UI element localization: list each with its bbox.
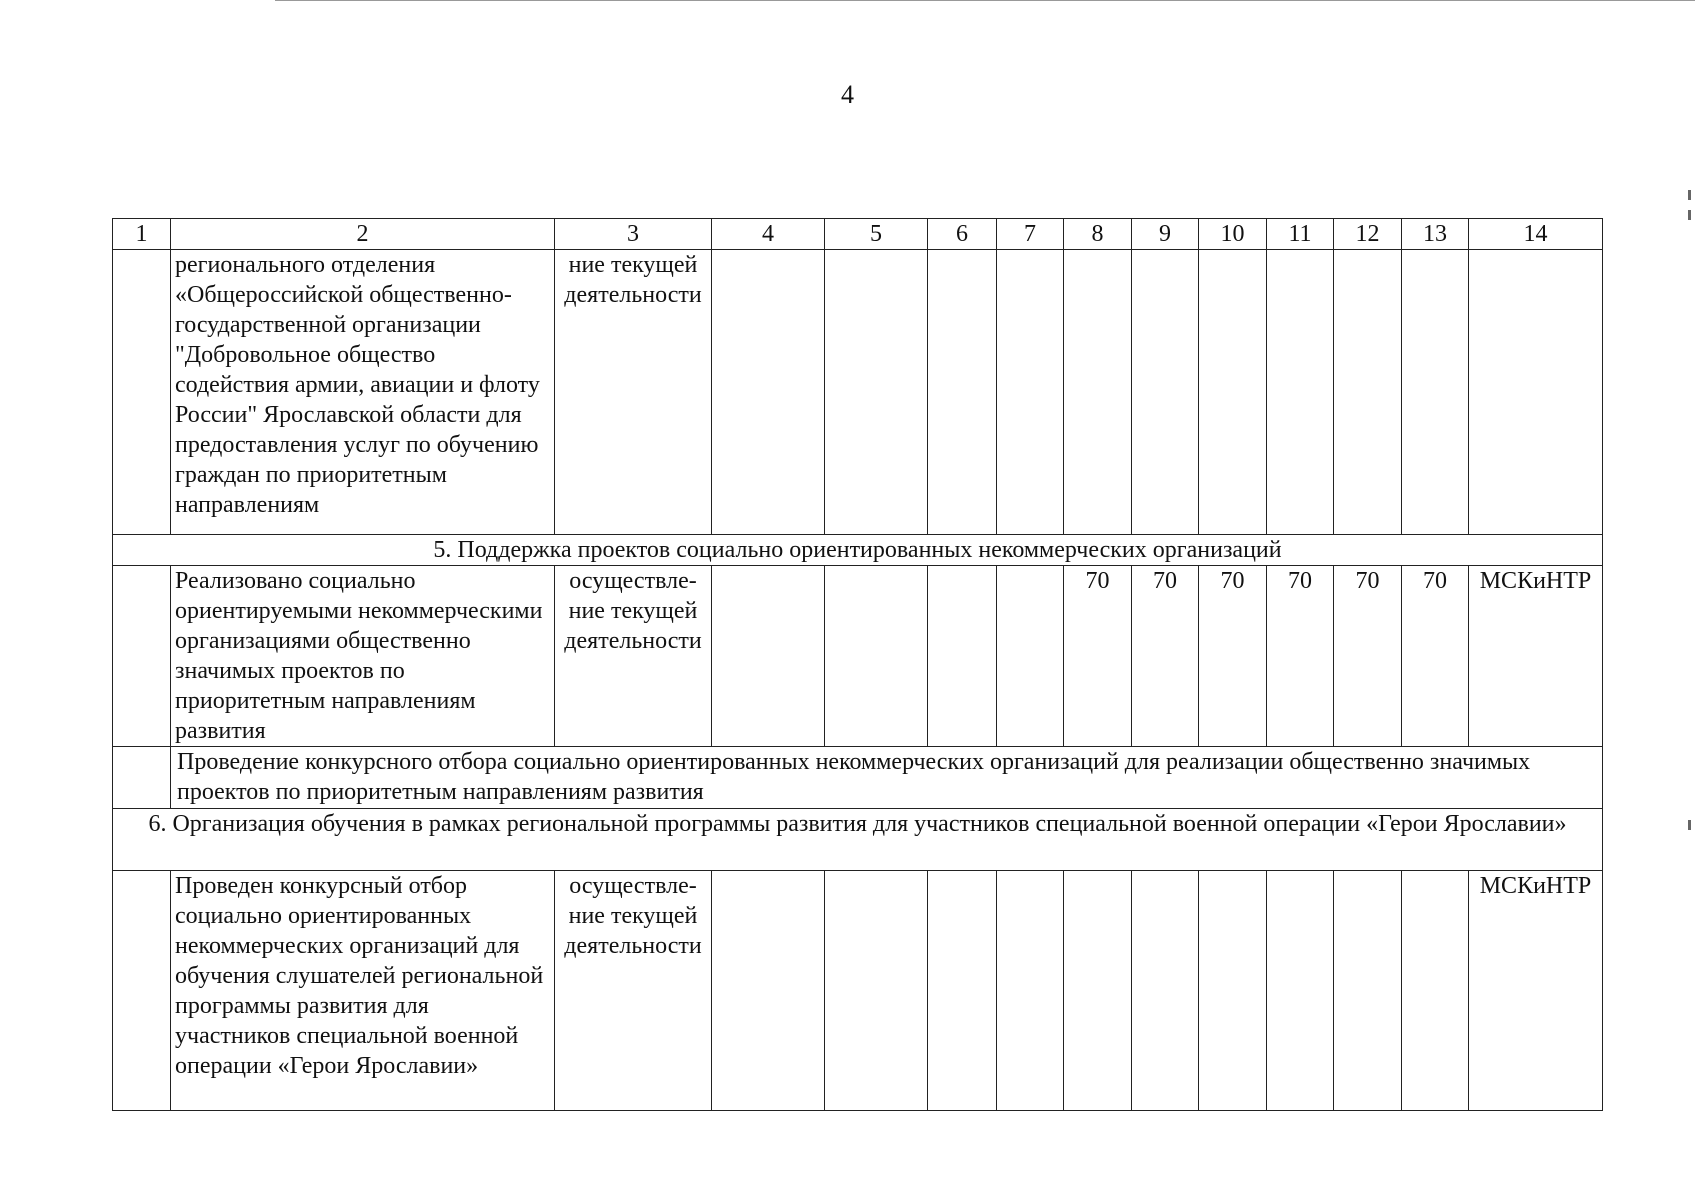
row-number-cell bbox=[113, 747, 171, 809]
value-cell bbox=[1132, 871, 1199, 1111]
table-row-heroes bbox=[113, 871, 1603, 1111]
value-cell bbox=[712, 566, 825, 747]
section-heading-row bbox=[113, 809, 1603, 871]
value-cell bbox=[997, 871, 1064, 1111]
scan-edge-mark bbox=[1688, 210, 1691, 220]
period-cell: осуществле-ние текущей деятельности bbox=[555, 566, 712, 747]
value-cell bbox=[928, 250, 997, 535]
value-cell bbox=[997, 250, 1064, 535]
table-row-projects bbox=[113, 566, 1603, 747]
column-header-6: 6 bbox=[928, 219, 997, 250]
row-number-cell bbox=[113, 871, 171, 1111]
scan-edge-mark bbox=[1688, 820, 1691, 830]
value-cell bbox=[1402, 871, 1469, 1111]
table-row-dosaaf bbox=[113, 250, 1603, 535]
value-cell-col11: 70 bbox=[1267, 566, 1334, 747]
column-number-row bbox=[113, 219, 1603, 250]
row-number-cell bbox=[113, 566, 171, 747]
activity-row bbox=[113, 747, 1603, 809]
column-header-5: 5 bbox=[825, 219, 928, 250]
section-heading-row bbox=[113, 535, 1603, 566]
section-6-title: 6. Организация обучения в рамках региональной программы развития для участников специальной военной операции «Герои Ярославии» bbox=[113, 809, 1603, 871]
value-cell bbox=[1064, 250, 1132, 535]
indicator-table bbox=[112, 218, 1603, 1111]
scan-edge-mark bbox=[1688, 190, 1691, 200]
row-number-cell bbox=[113, 250, 171, 535]
value-cell bbox=[997, 566, 1064, 747]
value-cell bbox=[712, 871, 825, 1111]
value-cell bbox=[1199, 250, 1267, 535]
column-header-9: 9 bbox=[1132, 219, 1199, 250]
column-header-10: 10 bbox=[1199, 219, 1267, 250]
value-cell bbox=[825, 566, 928, 747]
value-cell bbox=[1267, 250, 1334, 535]
value-cell bbox=[928, 871, 997, 1111]
value-cell bbox=[825, 871, 928, 1111]
executor-cell: МСКиНТР bbox=[1469, 871, 1603, 1111]
indicator-name-cell: Реализовано социально ориентируемыми некоммерческими организациями общественно значимых проектов по приоритетным направлениям развития bbox=[171, 566, 555, 747]
column-header-12: 12 bbox=[1334, 219, 1402, 250]
indicator-name-cell: регионального отделения «Общероссийской общественно-государственной организации "Добровольное общество содействия армии, авиации и флоту России" Ярославской области для предоставления услуг по обучению граждан по приоритетным направлениям bbox=[171, 250, 555, 535]
executor-cell bbox=[1469, 250, 1603, 535]
period-cell: осуществле-ние текущей деятельности bbox=[555, 871, 712, 1111]
executor-cell: МСКиНТР bbox=[1469, 566, 1603, 747]
column-header-14: 14 bbox=[1469, 219, 1603, 250]
column-header-4: 4 bbox=[712, 219, 825, 250]
value-cell-col8: 70 bbox=[1064, 566, 1132, 747]
value-cell bbox=[1267, 871, 1334, 1111]
column-header-7: 7 bbox=[997, 219, 1064, 250]
column-header-8: 8 bbox=[1064, 219, 1132, 250]
column-header-1: 1 bbox=[113, 219, 171, 250]
value-cell-col10: 70 bbox=[1199, 566, 1267, 747]
value-cell bbox=[712, 250, 825, 535]
period-cell: ние текущей деятельности bbox=[555, 250, 712, 535]
top-scan-rule bbox=[275, 0, 1695, 2]
value-cell bbox=[1064, 871, 1132, 1111]
indicator-name-cell: Проведен конкурсный отбор социально ориентированных некоммерческих организаций для обучения слушателей региональной программы развития для участников специальной военной операции «Герои Ярославии» bbox=[171, 871, 555, 1111]
column-header-3: 3 bbox=[555, 219, 712, 250]
value-cell-col12: 70 bbox=[1334, 566, 1402, 747]
value-cell bbox=[825, 250, 928, 535]
section-5-title: 5. Поддержка проектов социально ориентированных некоммерческих организаций bbox=[113, 535, 1603, 566]
value-cell bbox=[1132, 250, 1199, 535]
column-header-11: 11 bbox=[1267, 219, 1334, 250]
value-cell bbox=[1199, 871, 1267, 1111]
value-cell bbox=[1334, 871, 1402, 1111]
value-cell-col13: 70 bbox=[1402, 566, 1469, 747]
activity-description: Проведение конкурсного отбора социально ориентированных некоммерческих организаций для реализации общественно значимых проектов по приоритетным направлениям развития bbox=[171, 747, 1603, 809]
page-number: 4 bbox=[841, 80, 854, 109]
value-cell-col9: 70 bbox=[1132, 566, 1199, 747]
value-cell bbox=[1402, 250, 1469, 535]
column-header-2: 2 bbox=[171, 219, 555, 250]
column-header-13: 13 bbox=[1402, 219, 1469, 250]
value-cell bbox=[928, 566, 997, 747]
value-cell bbox=[1334, 250, 1402, 535]
